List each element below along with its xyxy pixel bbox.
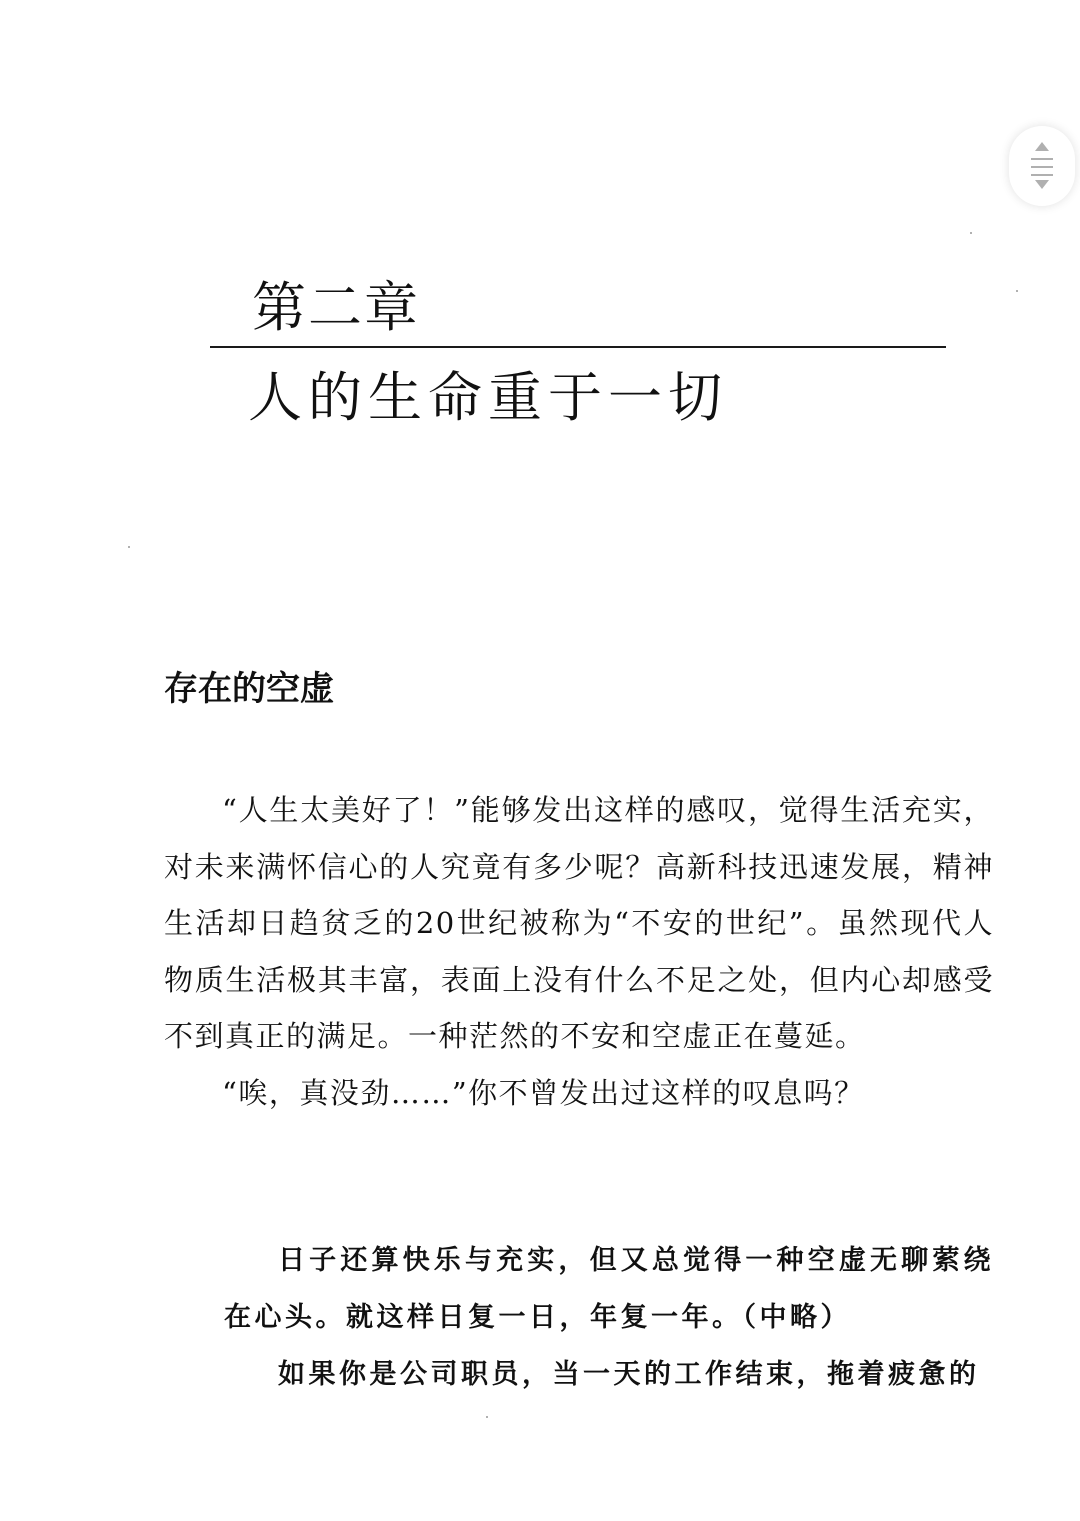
body-paragraph: “人生太美好了！”能够发出这样的感叹，觉得生活充实，对未来满怀信心的人究竟有多少呢？高新科技迅速发展，精神生活却日趋贫乏的20世纪被称为“不安的世纪”。虽然现代人物质生活极其丰富，表面上没有什么不足之处，但内心却感受不到真正的满足。一种茫然的不安和空虚正在蔓延。 — [164, 793, 994, 1053]
body-text — [164, 782, 994, 1121]
arrow-up-icon — [1035, 142, 1049, 151]
scan-speck — [128, 546, 130, 548]
grip-line-icon — [1031, 174, 1053, 176]
body-paragraph: “唉，真没劲……”你不曾发出过这样的叹息吗？ — [222, 1075, 865, 1110]
quote-paragraph: 日子还算快乐与充实，但又总觉得一种空虚无聊萦绕在心头。就这样日复一日，年复一年。（中略） — [224, 1245, 994, 1333]
quote-block — [224, 1232, 994, 1403]
quote-paragraph: 如果你是公司职员，当一天的工作结束，拖着疲惫的 — [278, 1359, 980, 1390]
grip-line-icon — [1031, 166, 1053, 168]
scroll-handle-icon[interactable] — [1009, 126, 1075, 206]
chapter-divider — [210, 346, 946, 348]
section-title: 存在的空虚 — [164, 669, 334, 709]
chapter-label: 第二章 — [252, 276, 420, 339]
grip-line-icon — [1031, 158, 1053, 160]
scan-speck — [970, 232, 972, 234]
scan-speck — [486, 1416, 488, 1418]
chapter-title: 人的生命重于一切 — [248, 366, 728, 429]
arrow-down-icon — [1035, 180, 1049, 189]
scan-speck — [1016, 290, 1018, 292]
